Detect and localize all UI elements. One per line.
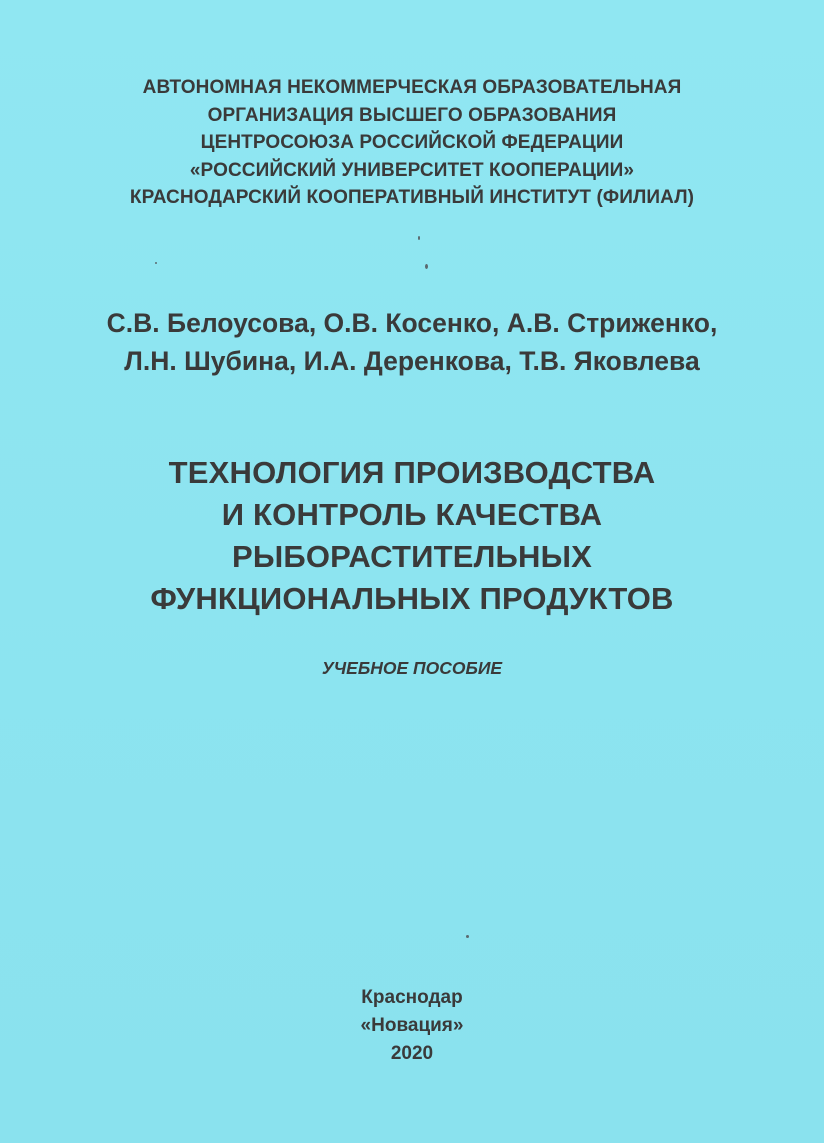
book-subtitle: УЧЕБНОЕ ПОСОБИЕ [321, 658, 503, 678]
print-speck [425, 264, 428, 269]
organization-line: «РОССИЙСКИЙ УНИВЕРСИТЕТ КООПЕРАЦИИ» [189, 159, 635, 181]
publisher-city: Краснодар [361, 987, 463, 1008]
title-line: РЫБОРАСТИТЕЛЬНЫХ [231, 539, 593, 574]
print-speck [418, 236, 420, 240]
organization-line: АВТОНОМНАЯ НЕКОММЕРЧЕСКАЯ ОБРАЗОВАТЕЛЬНАЯ [142, 77, 682, 98]
publisher-block [0, 984, 824, 1068]
title-line: ТЕХНОЛОГИЯ ПРОИЗВОДСТВА [168, 455, 656, 490]
print-speck [466, 935, 469, 938]
authors-line: Л.Н. Шубина, И.А. Деренкова, Т.В. Яковлева [124, 346, 700, 376]
organization-line: КРАСНОДАРСКИЙ КООПЕРАТИВНЫЙ ИНСТИТУТ (ФИЛИАЛ) [129, 187, 695, 208]
publisher-name: «Новация» [360, 1015, 464, 1036]
organization-header [0, 74, 824, 212]
organization-line: ОРГАНИЗАЦИЯ ВЫСШЕГО ОБРАЗОВАНИЯ [207, 104, 617, 126]
authors-block [0, 304, 824, 380]
organization-line: ЦЕНТРОСОЮЗА РОССИЙСКОЙ ФЕДЕРАЦИИ [200, 132, 624, 153]
book-title [0, 452, 824, 620]
title-line: ФУНКЦИОНАЛЬНЫХ ПРОДУКТОВ [150, 581, 674, 616]
title-line: И КОНТРОЛЬ КАЧЕСТВА [221, 497, 603, 532]
authors-line: С.В. Белоусова, О.В. Косенко, А.В. Стриженко, [106, 308, 718, 338]
print-speck [155, 262, 157, 264]
publication-year: 2020 [390, 1043, 434, 1064]
